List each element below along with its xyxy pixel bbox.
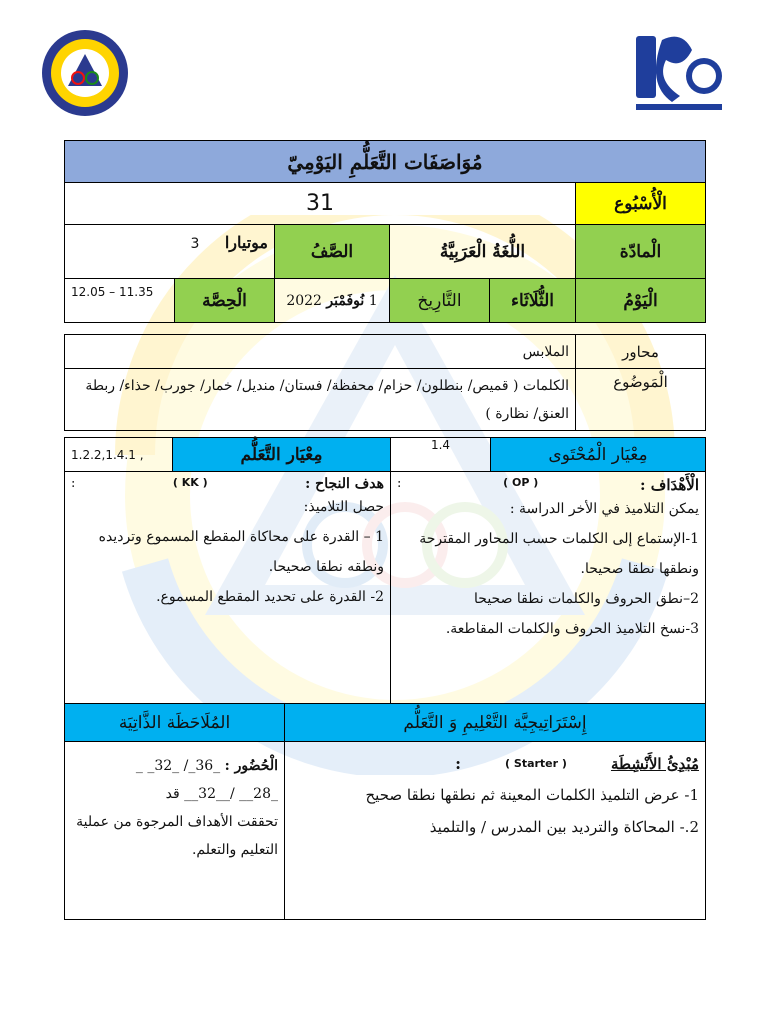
school-logo <box>40 28 130 118</box>
day-value: الثُّلَاثَاء <box>490 279 576 323</box>
topic-label: الْمَوضُوع <box>576 369 706 431</box>
success-colon: : <box>71 476 76 491</box>
strategy-table <box>64 703 706 920</box>
class-name: موتيارا <box>224 233 268 252</box>
success-item-2: 2- القدرة على تحديد المقطع المسموع. <box>156 589 384 605</box>
reflection-text: تحققت الأهداف المرجوة من عملية التعليم والتعلم. <box>76 814 278 858</box>
success-intro: حصل التلاميذ: <box>303 499 384 515</box>
standards-table <box>64 437 706 472</box>
week-value: 31 <box>65 183 576 225</box>
axis-label: محاور <box>576 335 706 369</box>
class-label: الصَّفُ <box>275 225 390 279</box>
success-code: ( KK ) <box>172 476 208 489</box>
axis-value: الملابس <box>65 335 576 369</box>
starter-colon: : <box>455 754 461 773</box>
date-year: 2022 <box>286 292 322 309</box>
attendance-label: الْحُضُور : <box>224 758 278 774</box>
date-value <box>275 279 390 323</box>
strategy-item-2: 2.- المحاكاة والترديد بين المدرس / والتلميذ <box>429 818 699 836</box>
period-value: 12.05 – 11.35 <box>65 279 175 323</box>
reflection-label: المُلَاحَظَة الذَّاتِيَة <box>65 704 285 742</box>
objectives-intro: يمكن التلاميذ في الأخر الدراسة : <box>509 501 699 517</box>
objective-item-1: 1-الإستماع إلى الكلمات حسب المحاور المقترحة ونطقها نطقا صحيحا. <box>419 531 699 577</box>
strategy-item-1: 1- عرض التلميذ الكلمات المعينة ثم نطقها نطقا صحيح <box>365 786 699 804</box>
class-cell <box>65 225 275 279</box>
objectives-colon: : <box>397 476 402 491</box>
strategy-cell <box>285 742 706 920</box>
learning-standard-label: مِعْيَار التَّعَلُّم <box>173 438 391 472</box>
objectives-cell <box>391 472 706 704</box>
subject-label: الْمادّة <box>576 225 706 279</box>
class-number: 3 <box>190 236 200 252</box>
content-standard-label: مِعْيَار الْمُحْتَوى <box>491 438 706 472</box>
objectives-code: ( OP ) <box>503 476 539 489</box>
strategy-label: إِسْتَرَاتِيجِيَّة التَّعْلِيمِ وَ التَّعَلُّم <box>285 704 706 742</box>
period-label: الْحِصَّة <box>175 279 275 323</box>
week-label: الْأُسْبُوع <box>576 183 706 225</box>
attendance-line: _36_/ _32_ _ <box>135 758 221 774</box>
date-month: نُوفَمْبَر <box>326 292 365 309</box>
page-title: مُوَاصَفَات التَّعَلُّمِ اليَوْمِيّ <box>65 141 706 183</box>
objectives-table <box>64 471 706 704</box>
day-label: الْيَوْمُ <box>576 279 706 323</box>
objective-item-2: 2–نطق الحروف والكلمات نطقا صحيحا <box>474 591 699 607</box>
objectives-label: الْأَهْدَاف : <box>640 476 699 494</box>
learning-standard-value: 1.2.2,1.4.1 , <box>65 438 173 472</box>
date-label: التَّارِيخ <box>390 279 490 323</box>
success-criteria-cell <box>65 472 391 704</box>
attendance-line-2: _28__ /__32__ قد <box>165 786 278 802</box>
topic-value: الكلمات ( قميص/ بنطلون/ حزام/ محفظة/ فستان/ منديل/ خمار/ جورب/ حذاء/ ربطة العنق/ نظارة ) <box>65 369 576 431</box>
success-item-1: 1 – القدرة على محاكاة المقطع المسموع وترديده ونطقه نطقا صحيحا. <box>98 529 384 575</box>
success-label: هدف النجاح : <box>305 476 384 492</box>
program-logo <box>632 30 727 115</box>
date-day: 1 <box>368 292 378 309</box>
subject-value: اللُّغَةُ الْعَرَبِيَّةُ <box>390 225 576 279</box>
header-table <box>64 140 706 323</box>
objective-item-3: 3-نسخ التلاميذ الحروف والكلمات المقاطعة. <box>445 621 699 637</box>
content-standard-value: 1.4 <box>391 438 491 472</box>
reflection-cell <box>65 742 285 920</box>
starter-label: مُبْدِئُ الأَنْشِطَة <box>610 754 699 773</box>
topic-table <box>64 334 706 431</box>
starter-code: ( Starter ) <box>505 757 567 770</box>
